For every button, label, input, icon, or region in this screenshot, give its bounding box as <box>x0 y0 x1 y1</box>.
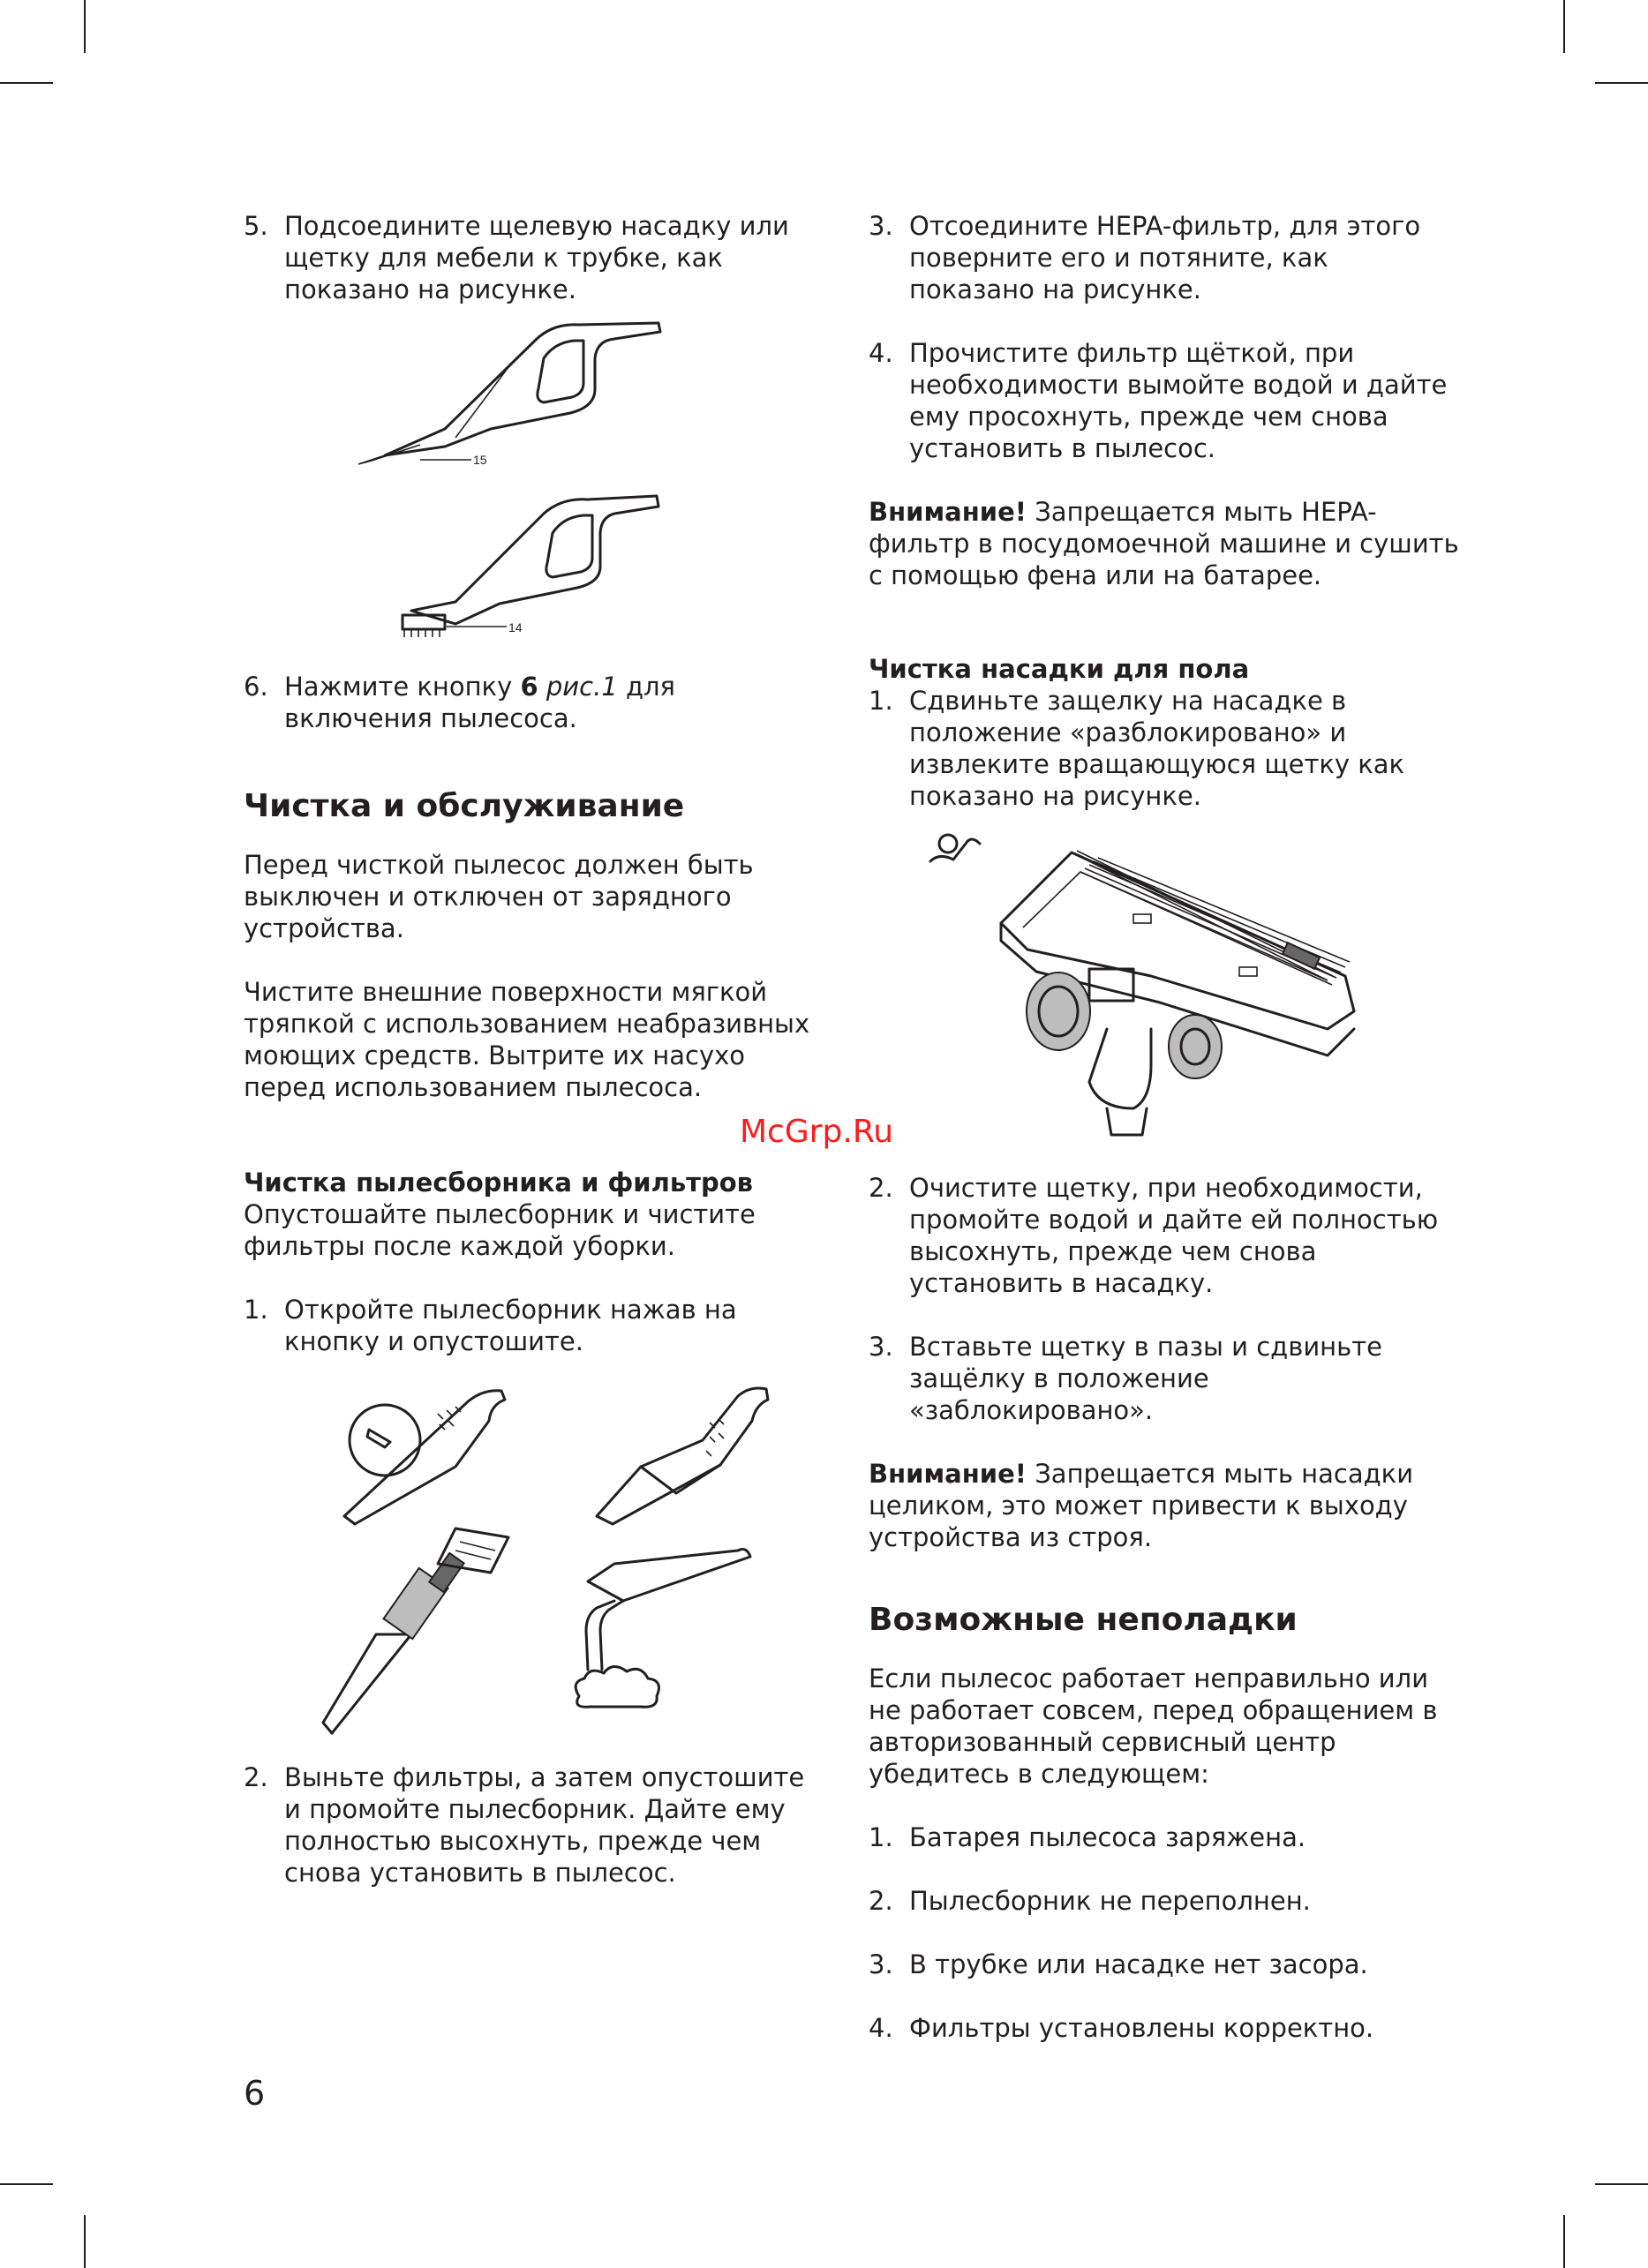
list-item-check-3 <box>869 1949 1460 1980</box>
right-column <box>869 210 1460 2044</box>
crop-mark <box>1595 82 1648 84</box>
crop-mark <box>1595 2183 1648 2185</box>
paragraph-troubleshooting: Если пылесос работает неправильно или не работает совсем, перед обращением в авторизованный сервисный центр убедитесь в следующем: <box>869 1663 1438 1789</box>
list-item-hepa-step-4 <box>869 337 1460 464</box>
list-item-check-4 <box>869 2012 1460 2044</box>
crop-mark <box>1563 2215 1565 2268</box>
list-number: 2. <box>869 1173 893 1203</box>
paragraph-empty-container: Опустошайте пылесборник и чистите фильтры после каждой уборки. <box>244 1199 756 1261</box>
list-item-floor-step-2 <box>869 1172 1460 1299</box>
list-number: 5. <box>244 211 268 241</box>
watermark: McGrp.Ru <box>740 1114 894 1150</box>
list-number: 6. <box>244 672 268 702</box>
warning-hepa <box>869 496 1460 591</box>
list-number: 3. <box>869 1332 893 1362</box>
list-text-post: для включения пылесоса. <box>284 672 675 733</box>
list-number: 3. <box>869 211 893 241</box>
list-item-hepa-step-3 <box>869 210 1460 305</box>
crop-mark <box>84 2215 86 2268</box>
crop-mark <box>0 2183 53 2185</box>
warning-text: Запрещается мыть HEPA-фильтр в посудомоечной машине и сушить с помощью фена или на батарее. <box>869 497 1459 590</box>
list-item-check-1 <box>869 1821 1460 1853</box>
paragraph-before-cleaning: Перед чисткой пылесос должен быть выключен и отключен от зарядного устройства. <box>244 850 754 943</box>
list-item-check-2 <box>869 1885 1460 1917</box>
warning-nozzles <box>869 1458 1460 1553</box>
list-item-dust-step-2 <box>244 1761 826 1889</box>
list-text: В трубке или насадке нет засора. <box>909 1949 1368 1979</box>
list-text: Фильтры установлены корректно. <box>909 2013 1374 2043</box>
floor-nozzle-illustration <box>869 817 1460 1158</box>
list-text: Подсоедините щелевую насадку или щетку для мебели к трубке, как показано на рисунке. <box>284 211 789 304</box>
figure-reference: рис.1 <box>546 672 618 702</box>
dust-container-illustration <box>244 1370 826 1761</box>
list-text: Выньте фильтры, а затем опустошите и промойте пылесборник. Дайте ему полностью высохнуть, прежде чем снова установить в пылесос. <box>284 1762 805 1888</box>
subsection-title-dust-container: Чистка пылесборника и фильтров <box>244 1168 754 1198</box>
list-number: 4. <box>869 2013 893 2043</box>
list-number: 3. <box>869 1949 893 1979</box>
list-text: Прочистите фильтр щёткой, при необходимости вымойте водой и дайте ему просохнуть, прежде чем снова установить в пылесос. <box>909 338 1448 463</box>
nozzle-label-14: 14 <box>508 620 523 635</box>
list-number: 1. <box>244 1295 268 1325</box>
list-number: 2. <box>244 1762 268 1792</box>
list-text: Очистите щетку, при необходимости, промойте водой и дайте ей полностью высохнуть, прежде чем снова установить в насадку. <box>909 1173 1439 1298</box>
crop-mark <box>84 0 86 53</box>
page-number: 6 <box>244 2074 266 2113</box>
crop-mark <box>1563 0 1565 53</box>
list-item-floor-step-3 <box>869 1331 1460 1426</box>
list-item-dust-step-1 <box>244 1294 826 1357</box>
crop-mark <box>0 82 53 84</box>
crevice-nozzle-illustration <box>244 305 826 478</box>
warning-label: Внимание! <box>869 1459 1027 1489</box>
list-text: Вставьте щетку в пазы и сдвиньте защёлку в положение «заблокировано». <box>909 1332 1382 1425</box>
list-text-pre: Нажмите кнопку <box>284 672 521 702</box>
list-text: Отсоедините HEPA-фильтр, для этого поверните его и потяните, как показано на рисунке. <box>909 211 1421 304</box>
list-number: 1. <box>869 686 893 716</box>
list-item-step-5 <box>244 210 826 305</box>
list-text: Откройте пылесборник нажав на кнопку и опустошите. <box>284 1295 737 1356</box>
list-number: 2. <box>869 1886 893 1916</box>
subsection-title-floor-nozzle: Чистка насадки для пола <box>869 654 1250 684</box>
list-number: 4. <box>869 338 893 368</box>
warning-text: Запрещается мыть насадки целиком, это может привести к выходу устройства из строя. <box>869 1459 1414 1552</box>
left-column <box>244 210 826 1889</box>
nozzle-label-15: 15 <box>473 453 487 467</box>
list-text: Батарея пылесоса заряжена. <box>909 1822 1306 1852</box>
section-title-cleaning: Чистка и обслуживание <box>244 788 685 824</box>
list-text: Пылесборник не переполнен. <box>909 1886 1311 1916</box>
list-item-step-6 <box>244 671 826 734</box>
section-title-troubleshooting: Возможные неполадки <box>869 1602 1298 1638</box>
warning-label: Внимание! <box>869 497 1027 527</box>
paragraph-surfaces: Чистите внешние поверхности мягкой тряпкой с использованием неабразивных моющих средств. Вытрите их насухо перед использованием пылесоса. <box>244 977 810 1102</box>
list-number: 1. <box>869 1822 893 1852</box>
button-reference: 6 <box>520 672 538 702</box>
list-text: Сдвиньте защелку на насадке в положение «разблокировано» и извлеките вращающуюся щетку как показано на рисунке. <box>909 686 1405 811</box>
list-item-floor-step-1 <box>869 685 1460 812</box>
brush-nozzle-illustration <box>244 478 826 655</box>
